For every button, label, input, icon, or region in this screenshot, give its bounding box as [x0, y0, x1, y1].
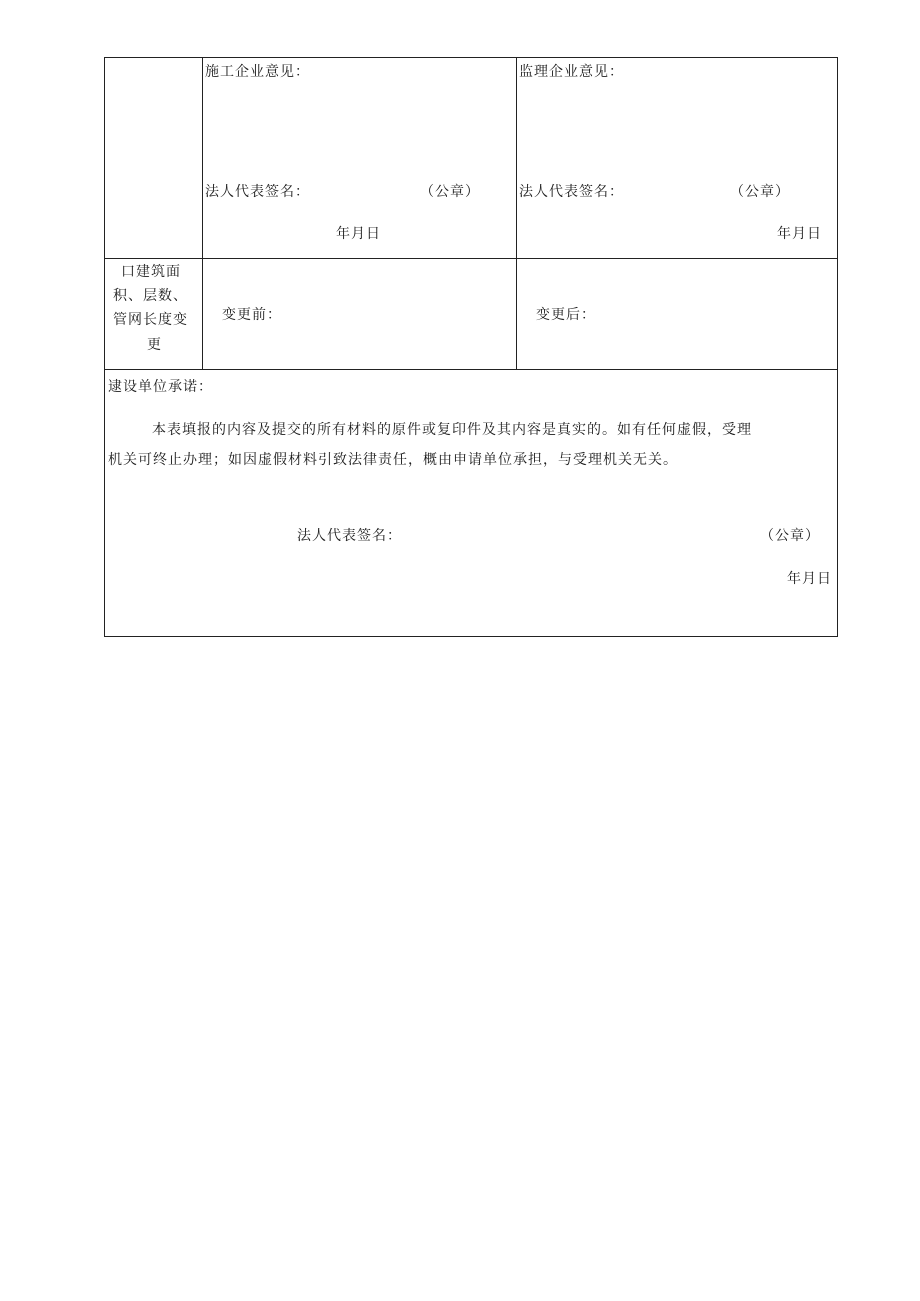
construction-opinion-label: 施工企业意见： [205, 64, 310, 80]
commitment-seal-label: （公章） [760, 528, 820, 544]
commitment-body-line-1: 本表填报的内容及提交的所有材料的原件或复印件及其内容是真实的。如有任何虚假，受理 [152, 422, 752, 438]
supervision-seal-label: （公章） [730, 184, 790, 200]
commitment-body-line-2: 机关可终止办理；如因虚假材料引致法律责任，概由申请单位承担，与受理机关无关。 [108, 452, 678, 468]
column-divider-left [202, 58, 203, 369]
construction-signature-label: 法人代表签名： [205, 184, 310, 200]
construction-date: 年月日 [336, 226, 381, 242]
commitment-date: 年月日 [787, 571, 832, 587]
application-form-table [104, 57, 838, 637]
commitment-title: 逮设单位承诺： [108, 379, 213, 395]
change-category-line-2: 积、层数、 [113, 288, 188, 304]
construction-seal-label: （公章） [420, 184, 480, 200]
change-category-line-4: 更 [147, 337, 162, 353]
commitment-signature-label: 法人代表签名： [297, 528, 402, 544]
supervision-signature-label: 法人代表签名： [519, 184, 624, 200]
column-divider-middle [516, 58, 517, 369]
row-divider-2 [105, 369, 837, 370]
supervision-opinion-label: 监理企业意见： [519, 64, 624, 80]
before-change-label: 变更前： [222, 307, 282, 323]
change-category-line-1: 口建筑面 [121, 264, 181, 280]
row-divider-1 [105, 258, 837, 259]
supervision-date: 年月日 [777, 226, 822, 242]
change-category-line-3: 管网长度变 [113, 312, 188, 328]
after-change-label: 变更后： [536, 307, 596, 323]
